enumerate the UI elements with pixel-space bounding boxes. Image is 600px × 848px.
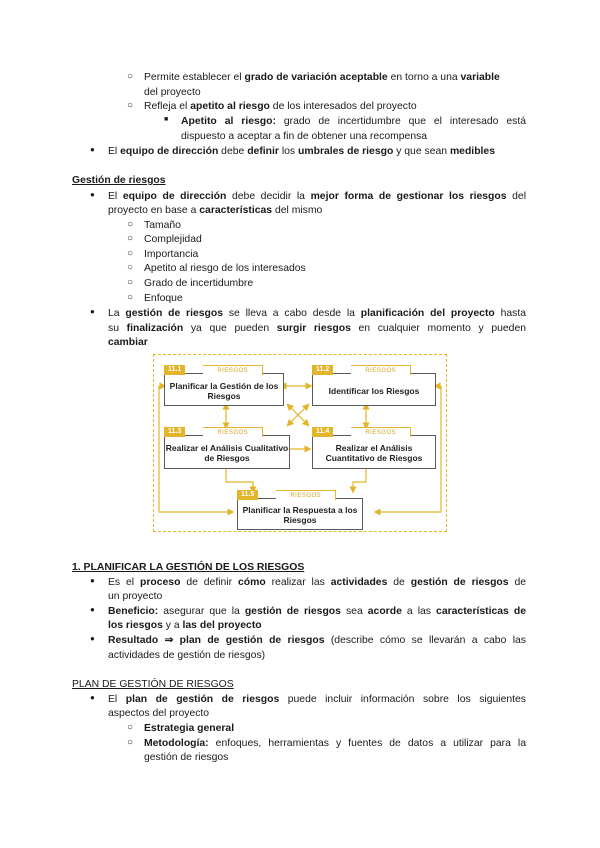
- bullet-icon: ●: [90, 307, 95, 316]
- process-tag: RIESGOS: [276, 490, 336, 500]
- text-line: Beneficio: asegurar que la gestión de riesgos sea acorde a las características de: [108, 606, 527, 617]
- text-line: El plan de gestión de riesgos puede incluir información sobre los siguientes: [108, 694, 526, 705]
- text-line: cambiar: [108, 337, 148, 348]
- text-line: El equipo de dirección debe definir los umbrales de riesgo y que sean medibles: [108, 146, 495, 157]
- list-item: Grado de incertidumbre: [144, 278, 254, 289]
- process-label: Planificar la Respuesta a los Riesgos: [242, 505, 358, 525]
- text-line: Resultado ⇒ plan de gestión de riesgos (describe cómo se llevarán a cabo las: [108, 635, 526, 646]
- text-line: Metodología: enfoques, herramientas y fuentes de datos a utilizar para la: [144, 738, 526, 749]
- text-line: proyecto en base a características del mismo: [108, 205, 323, 216]
- text-line: Permite establecer el grado de variación aceptable en torno a una variable: [144, 72, 500, 83]
- circle-bullet-icon: ○: [127, 277, 134, 288]
- circle-bullet-icon: ○: [127, 262, 134, 273]
- text-line: actividades de gestión de riesgos): [108, 650, 266, 661]
- text-line: La gestión de riesgos se lleva a cabo desde la planificación del proyecto hasta: [108, 308, 527, 319]
- process-box-11-3: [164, 428, 290, 469]
- bullet-icon: ●: [90, 634, 95, 643]
- text-line: un proyecto: [108, 591, 163, 602]
- process-tag: RIESGOS: [203, 365, 263, 375]
- text-line: Apetito al riesgo: grado de incertidumbre que el interesado está: [181, 116, 526, 127]
- text-line: aspectos del proyecto: [108, 708, 210, 719]
- text-line: del proyecto: [144, 87, 201, 98]
- process-box-11-4: [312, 428, 436, 469]
- bullet-icon: ●: [90, 576, 95, 585]
- list-item: Complejidad: [144, 234, 202, 245]
- bullet-icon: ●: [90, 605, 95, 614]
- text-line: gestión de riesgos: [144, 752, 229, 763]
- list-item: Importancia: [144, 249, 199, 260]
- process-label: Realizar el Análisis Cualitativo de Riesgos: [165, 443, 289, 463]
- process-tag: RIESGOS: [351, 365, 411, 375]
- text-line: los riesgos y a las del proyecto: [108, 620, 262, 631]
- process-number: 11.1: [164, 365, 185, 375]
- list-item: Estrategia general: [144, 723, 235, 734]
- process-number: 11.3: [164, 427, 185, 437]
- process-label: Identificar los Riesgos: [328, 385, 420, 396]
- text-line: dispuesto a aceptar a fin de obtener una recompensa: [181, 131, 428, 142]
- process-box-11-1: [164, 366, 284, 406]
- circle-bullet-icon: ○: [127, 219, 134, 230]
- process-tag: RIESGOS: [203, 427, 263, 437]
- list-item: Tamaño: [144, 220, 181, 231]
- circle-bullet-icon: ○: [127, 248, 134, 259]
- process-box-11-2: [312, 366, 436, 406]
- list-item: Apetito al riesgo de los interesados: [144, 263, 306, 274]
- process-box-11-5: [237, 491, 363, 530]
- circle-bullet-icon: ○: [127, 722, 134, 733]
- circle-bullet-icon: ○: [127, 737, 134, 748]
- text-line: Es el proceso de definir cómo realizar las actividades de gestión de riesgos de: [108, 577, 526, 588]
- section-heading: Gestión de riesgos: [72, 175, 166, 186]
- bullet-icon: ●: [90, 190, 95, 199]
- bullet-icon: ●: [90, 145, 95, 154]
- circle-bullet-icon: ○: [127, 233, 134, 244]
- section-heading: 1. PLANIFICAR LA GESTIÓN DE LOS RIESGOS: [72, 562, 305, 573]
- text-line: El equipo de dirección debe decidir la mejor forma de gestionar los riesgos del: [108, 191, 527, 202]
- process-label: Planificar la Gestión de los Riesgos: [169, 380, 279, 401]
- process-tag: RIESGOS: [351, 427, 411, 437]
- square-bullet-icon: ■: [164, 116, 169, 123]
- process-number: 11.2: [312, 365, 333, 375]
- circle-bullet-icon: ○: [127, 292, 134, 303]
- process-number: 11.5: [237, 490, 258, 500]
- bullet-icon: ●: [90, 693, 95, 702]
- list-item: Enfoque: [144, 293, 183, 304]
- process-number: 11.4: [312, 427, 333, 437]
- text-line: su finalización ya que pueden surgir riesgos en cualquier momento y pueden: [108, 323, 526, 334]
- process-label: Realizar el Análisis Cuantitativo de Riesgos: [325, 443, 423, 463]
- circle-bullet-icon: ○: [127, 100, 134, 111]
- circle-bullet-icon: ○: [127, 71, 134, 82]
- text-line: Refleja el apetito al riesgo de los interesados del proyecto: [144, 101, 417, 112]
- section-heading: PLAN DE GESTIÓN DE RIESGOS: [72, 679, 234, 690]
